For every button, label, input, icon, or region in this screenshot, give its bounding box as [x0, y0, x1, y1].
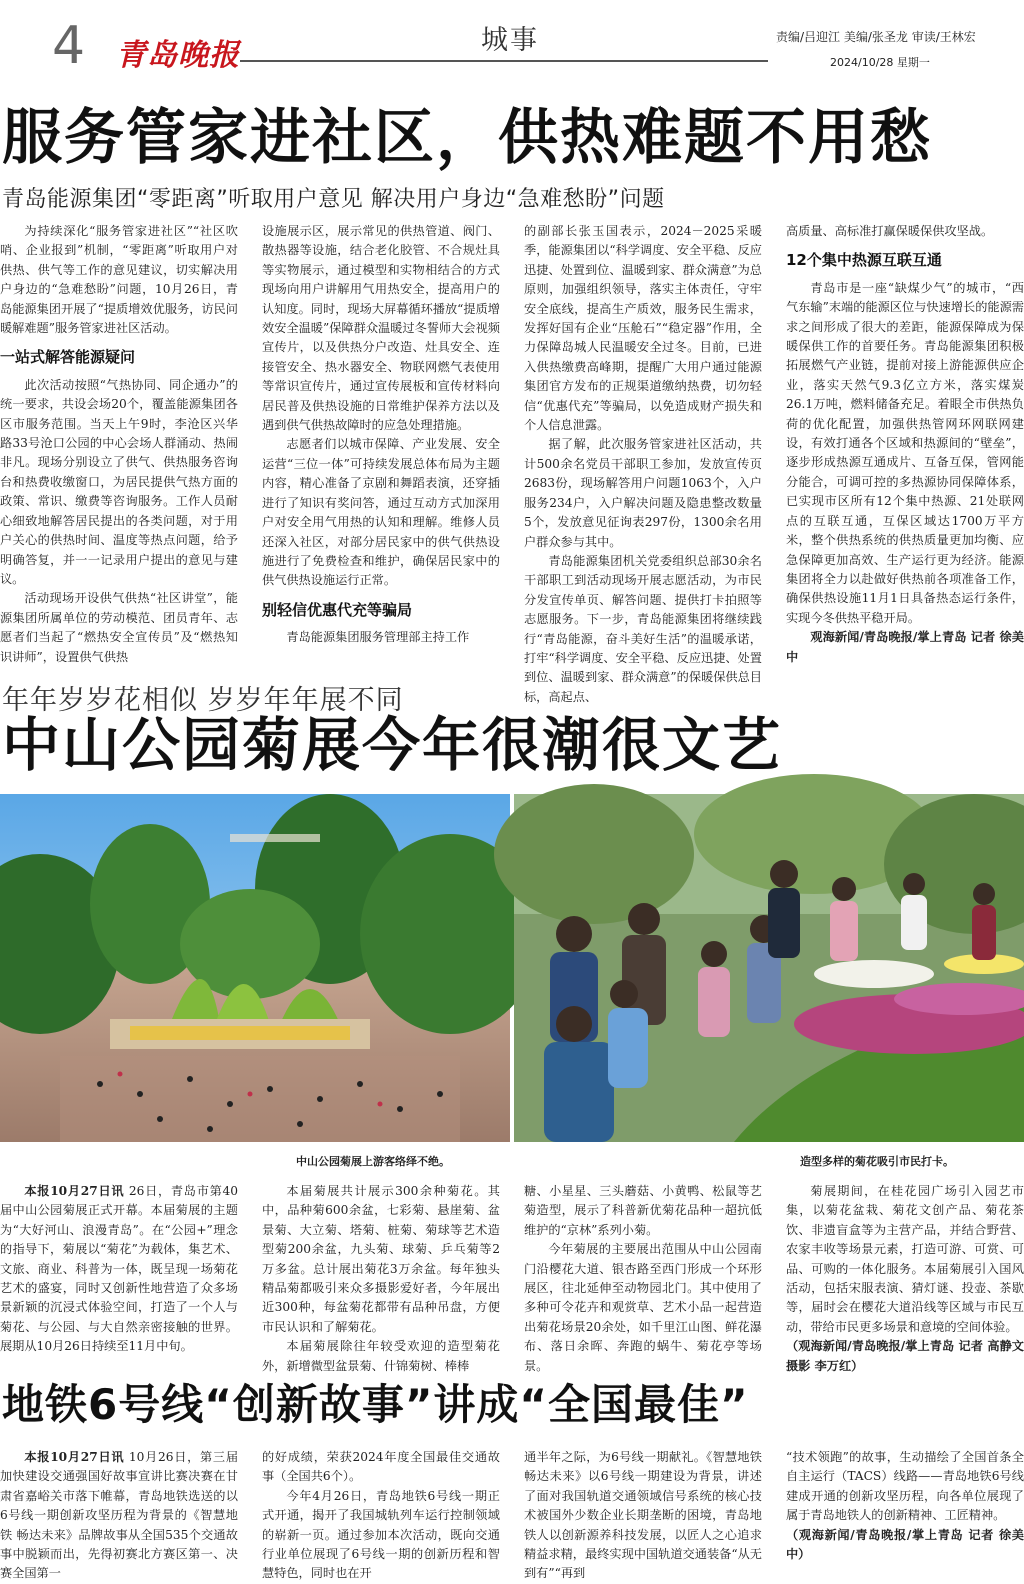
story2-column-1 — [0, 1182, 238, 1360]
photo-caption-left: 中山公园菊展上游客络绎不绝。 — [296, 1155, 450, 1168]
paragraph: 菊展期间，在桂花园广场引入园艺市集，以菊花盆栽、菊花文创产品、菊花茶饮、非遗盲盒等为主营产品，并结合野营、农家丰收等场景元素，打造可游、可赏、可品、可购的一体化服务。本届菊展引入国风活动，包括宋服表演、猜灯谜、投壶、茶歇等，届时会在樱花大道沿线等区域与市民互动，带给市民更多场景和意境的空间体验。 — [786, 1184, 1024, 1334]
story1-subhead-3: 12个集中热源互联互通 — [786, 251, 942, 270]
paragraph: 青岛市是一座“缺煤少气”的城市，“西气东输”末端的能源区位与快速增长的能源需求之间形成了很大的差距，能源保障成为保暖保供工作的首要任务。青岛能源集团积极拓展燃气产业链，提前对接上游能源供应企业，落实天然气9.3亿立方米，落实煤炭26.1万吨，燃料储备充足。着眼全市供热负荷的优化配置，加强供热管网环网联网建设，有效打通各个区域和热源间的“壁垒”，逐步形成热源互通成片、互备互保，管网能分能合，可调可控的多热源协同保障体系，已实现市区所有12个集中热源、21处联网点的互联互通，互保区域达1700万平方米，整个供热系统的供热质量更加均衡、应急保障更加高效、生产运行更为经济。能源集团将全力以赴做好供热前各项准备工作，确保供热设施11月1日具备热态运行条件，实现今冬供热平稳开局。 — [786, 280, 1024, 625]
story3-byline: （观海新闻/青岛晚报/掌上青岛 记者 徐美中） — [786, 1527, 1024, 1562]
paragraph: 26日，青岛市第40届中山公园菊展正式开幕。本届菊展的主题为“大好河山、浪漫青岛”。在“公园+”理念的指导下，菊展以“菊花”为载体，集艺术、文旅、商业、科普为一体，既呈现一场菊花艺术的盛宴，同时又创新性地营造了众多场景新颖的沉浸式体验空间，打造了一个人与菊花、与公园、与大自然亲密接触的世界。展期从10月26日持续至11月中旬。 — [0, 1184, 239, 1354]
story1-headline: 服务管家进社区，供热难题不用愁 — [2, 103, 932, 173]
story1-subhead-2: 别轻信优惠代充等骗局 — [262, 600, 413, 619]
paragraph: 此次活动按照“气热协同、同企通办”的统一要求，共设会场20个，覆盖能源集团各区市服务范围。当天上午9时，李沧区兴华路33号沧口公园的中心会场人群涌动、热闹非凡。现场分别设立了供气、供热服务咨询台和热费收缴窗口，为居民提供气热方面的政策、常识、缴费等咨询服务。工作人员耐心细致地解答居民提出的各类问题，对于用户关心的供热时间、温度等热点问题，给予明确答复，并一一记录用户提出的意见与建议。 — [0, 377, 238, 586]
story2-column-3 — [524, 1182, 762, 1373]
story2-column-2 — [262, 1182, 500, 1373]
dateline: 本报10月27日讯 — [24, 1450, 125, 1464]
paragraph: 今年4月26日，青岛地铁6号线一期正式开通，揭开了我国城轨列车运行控制领域的崭新一页。通过参加本次活动，既向交通行业单位展现了6号线一期的创新历程和智慧特色，同时也在开 — [262, 1488, 500, 1581]
masthead-rule — [240, 60, 768, 62]
story2-kicker: 年年岁岁花相似 岁岁年年展不同 — [2, 685, 404, 716]
paragraph: 据了解，此次服务管家进社区活动，共计500余名党员干部职工参加，发放宣传页2683份，现场解答用户问题1063个，入户服务234户，入户解决问题及隐患整改数量5个，发放意见征询表297份，1300余名用户群众参与其中。 — [524, 437, 762, 549]
story3-column-2 — [262, 1448, 500, 1581]
paragraph: 本届菊展共计展示300余种菊花。其中，品种菊600余盆，七彩菊、悬崖菊、盆景菊、大立菊、塔菊、桩菊、菊球等艺术造型菊200余盆，九头菊、球菊、乒乓菊等2万多盆。总计展出菊花3万余盆。每年独头精品菊都吸引来众多摄影爱好者，今年展出近300种，每盆菊花都带有品种吊盘，方便市民认识和了解菊花。 — [262, 1184, 500, 1334]
paragraph: 通半年之际，为6号线一期献礼。《智慧地铁 畅达未来》以6号线一期建设为背景，讲述了面对我国轨道交通领域信号系统的核心技术被国外少数企业长期垄断的困境，青岛地铁人以创新源养科技发展，以匠人之心追求精益求精，最终实现中国轨道交通装备“从无到有”“再到 — [524, 1450, 762, 1581]
story1-column-3 — [524, 222, 762, 704]
paragraph: 为持续深化“服务管家进社区”“社区吹哨、企业报到”机制，“零距离”听取用户对供热、供气等工作的意见建议，切实解决用户身边的“急难愁盼”问题，10月26日，青岛能源集团开展了“提质增效优服务，访民问暖解难题”服务管家进社区活动。 — [0, 224, 238, 336]
dateline: 本报10月27日讯 — [24, 1184, 125, 1198]
paragraph: 志愿者们以城市保障、产业发展、安全运营“三位一体”可持续发展总体布局为主题内容，精心准备了京剧和舞蹈表演，还穿插进行了知识有奖问答，通过互动方式加深用户对安全用气用热的认知和理解。维修人员还深入社区，对部分居民家中的供气供热设施进行了免费检查和维护，确保居民家中的供气供热设施运行正常。 — [262, 437, 500, 588]
park-aerial-illustration — [0, 794, 510, 1142]
story2-headline: 中山公园菊展今年很潮很文艺 — [2, 711, 783, 779]
crowd-flowers-illustration — [514, 794, 1024, 1142]
paragraph: “技术领跑”的故事，生动描绘了全国首条全自主运行（TACS）线路——青岛地铁6号线建成开通的创新攻坚历程，向各单位展现了属于青岛地铁人的创新精神、工匠精神。 — [786, 1450, 1024, 1523]
story1-subheadline: 青岛能源集团“零距离”听取用户意见 解决用户身边“急难愁盼”问题 — [2, 187, 665, 212]
paragraph: 活动现场开设供气供热“社区讲堂”，能源集团所属单位的劳动模范、团员青年、志愿者们当起了“燃热安全宣传员”及“燃热知识讲师”，设置供气供热 — [0, 591, 238, 664]
masthead — [0, 0, 1024, 86]
section-name: 城事 — [481, 25, 539, 56]
paragraph: 青岛能源集团机关党委组织总部30余名干部职工到活动现场开展志愿活动，为市民分发宣传单页、解答问题、提供打卡拍照等志愿服务。下一步，青岛能源集团将继续践行“青岛能源，奋斗美好生活”的温暖承诺，打牢“科学调度、安全平稳、反应迅捷、处置到位、温暖到家、群众满意”的保暖保供总目标，高起点、 — [524, 553, 762, 704]
story1-column-1 — [0, 222, 238, 664]
story1-subhead-1: 一站式解答能源疑问 — [0, 348, 136, 367]
story2-column-4 — [786, 1182, 1024, 1373]
publication-date: 2024/10/28 星期一 — [830, 56, 930, 69]
paragraph: 10月26日，第三届加快建设交通强国好故事宣讲比赛决赛在甘肃省嘉峪关市落下帷幕，青岛地铁选送的以6号线一期创新攻坚历程为背景的《智慧地铁 畅达未来》品牌故事从全国535个交通故事中脱颖而出，先得初赛北方赛区第一、决赛全国第一 — [0, 1450, 239, 1581]
paragraph: 设施展示区，展示常见的供热管道、阀门、散热器等设施，结合老化胶管、不合规灶具等实物展示，通过模型和实物相结合的方式现场向用户讲解用气用热安全，提高用户的认知度。同时，现场大屏幕循环播放“提质增效安全温暖”保障群众温暖过冬誓师大会视频宣传片，以及供热分户改造、灶具安全、连接管安全、热水器安全、物联网燃气表使用等常识宣传片，通过宣传展板和宣传材料向居民普及供热设施的日常维护保养方法以及遇到供气供热故障时的应急处理措施。 — [262, 224, 500, 433]
story1-column-2 — [262, 222, 500, 654]
paragraph: 本届菊展除往年较受欢迎的造型菊花外，新增微型盆景菊、什锦菊树、棒棒 — [262, 1339, 500, 1373]
photo-park-aerial — [0, 794, 510, 1142]
photo-chrysanthemum-crowd — [514, 794, 1024, 1142]
story3-column-1 — [0, 1448, 239, 1581]
page-number: 4 — [52, 16, 86, 76]
paragraph: 的副部长张玉国表示，2024－2025采暖季，能源集团以“科学调度、安全平稳、反应迅捷、处置到位、温暖到家、群众满意”为总原则，加强组织领导，落实主体责任，守牢安全底线，提高生产质效，服务民生需求，发挥好国有企业“压舱石”“稳定器”作用，全力保障岛城人民温暖安全过冬。目前，已进入供热缴费高峰期，提醒广大用户通过能源集团官方发布的正规渠道缴纳热费，切勿轻信“优惠代充”等骗局，以免造成财产损失和个人信息泄露。 — [524, 224, 762, 433]
paragraph: 青岛能源集团服务管理部主持工作 — [286, 630, 470, 645]
editor-credits: 责编/吕迎江 美编/张圣龙 审读/王林宏 — [776, 30, 976, 44]
story3-headline: 地铁6号线“创新故事”讲成“全国最佳” — [2, 1380, 749, 1429]
paragraph: 的好成绩，荣获2024年度全国最佳交通故事（全国共6个）。 — [262, 1450, 500, 1484]
story2-byline: （观海新闻/青岛晚报/掌上青岛 记者 高静文 摄影 李万红） — [786, 1339, 1024, 1373]
paragraph: 今年菊展的主要展出范围从中山公园南门沿樱花大道、银杏路至西门形成一个环形展区，往北延伸至动物园北门。其中使用了多种可令花卉和观赏草、艺术小品一起营造出菊花场景20余处，如千里江山图、鲜花瀑布、落日余晖、奔跑的蜗牛、菊花亭等场景。 — [524, 1242, 762, 1373]
story1-byline: 观海新闻/青岛晚报/掌上青岛 记者 徐美中 — [786, 630, 1024, 664]
story1-column-4 — [786, 222, 1024, 664]
story3-column-3 — [524, 1448, 762, 1581]
paragraph: 糖、小星星、三头蘑菇、小黄鸭、松鼠等艺菊造型，展示了科普新优菊花品种一超抗低维护的“京林”系列小菊。 — [524, 1184, 762, 1237]
newspaper-logo: 青岛晚报 — [116, 38, 240, 73]
story3-column-4 — [786, 1448, 1024, 1572]
photo-caption-right: 造型多样的菊花吸引市民打卡。 — [800, 1155, 954, 1168]
paragraph: 高质量、高标准打赢保暖保供攻坚战。 — [786, 224, 994, 238]
